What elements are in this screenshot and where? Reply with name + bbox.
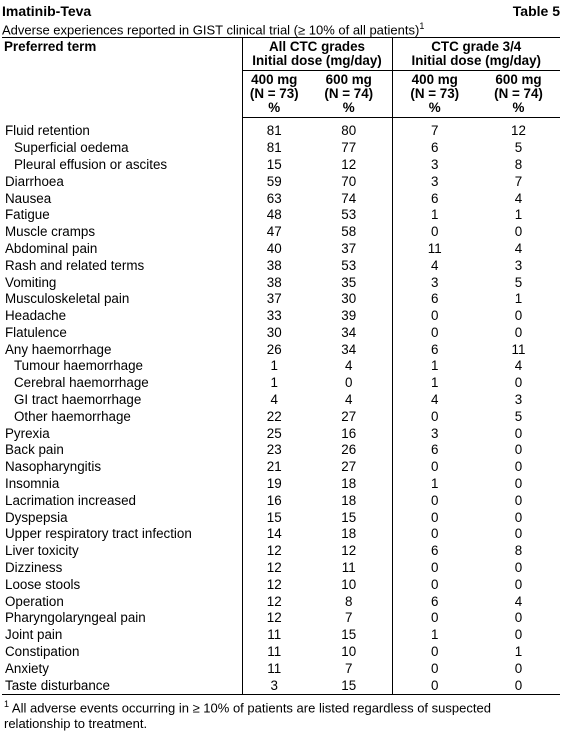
value-cell: 38 [242, 258, 306, 275]
table-row [2, 140, 560, 157]
col-n: (N = 74) [494, 86, 543, 102]
term-cell: Tumour haemorrhage [14, 358, 144, 374]
col-n: (N = 74) [324, 86, 374, 102]
value-cell: 22 [242, 409, 306, 426]
table-row [2, 510, 560, 527]
value-cell: 4 [392, 258, 477, 275]
value-cell: 7 [345, 660, 353, 676]
value-cell: 8 [514, 543, 523, 559]
footnote-text: All adverse events occurring in ≥ 10% of patients are listed regardless of suspected relationship to treatment. [4, 700, 491, 731]
value-cell: 18 [341, 492, 357, 508]
value-cell: 18 [341, 526, 357, 542]
value-cell: 26 [242, 342, 306, 359]
value-cell: 1 [242, 375, 306, 392]
value-cell: 3 [514, 257, 523, 273]
value-cell: 12 [242, 560, 306, 577]
value-cell: 0 [392, 610, 477, 627]
value-cell: 12 [242, 610, 306, 627]
value-cell: 0 [392, 560, 477, 577]
value-cell: 10 [341, 644, 357, 660]
value-cell: 0 [514, 459, 523, 475]
value-cell: 8 [345, 593, 353, 609]
value-cell: 0 [514, 224, 523, 240]
term-cell: Headache [5, 308, 67, 324]
value-cell: 5 [514, 140, 523, 156]
all-grades-subtitle: Initial dose (mg/day) [252, 53, 382, 69]
table-row [2, 241, 560, 258]
value-cell: 3 [392, 174, 477, 191]
term-cell: Upper respiratory tract infection [5, 526, 192, 542]
table-row [2, 358, 560, 375]
col-dose: 400 mg [251, 72, 298, 88]
value-cell: 11 [242, 627, 306, 644]
table-row [2, 577, 560, 594]
value-cell: 6 [392, 594, 477, 611]
value-cell: 3 [514, 392, 523, 408]
term-cell: Rash and related terms [5, 257, 145, 273]
value-cell: 5 [514, 274, 523, 290]
value-cell: 0 [514, 442, 523, 458]
value-cell: 8 [514, 156, 523, 172]
value-cell: 58 [341, 224, 357, 240]
value-cell: 34 [341, 324, 357, 340]
table-row [2, 191, 560, 208]
term-cell: Taste disturbance [2, 678, 242, 695]
table-row [2, 275, 560, 292]
value-cell: 15 [242, 510, 306, 527]
value-cell: 30 [242, 325, 306, 342]
table-row [2, 325, 560, 342]
value-cell: 6 [392, 140, 477, 157]
value-cell: 0 [514, 509, 523, 525]
value-cell: 27 [341, 459, 357, 475]
term-cell: Fluid retention [5, 123, 90, 139]
value-cell: 1 [242, 358, 306, 375]
value-cell: 11 [511, 341, 526, 357]
term-cell: Nausea [5, 190, 52, 206]
value-cell: 77 [341, 140, 357, 156]
value-cell: 23 [242, 442, 306, 459]
table-row [2, 476, 560, 493]
value-cell: 74 [341, 190, 357, 206]
value-cell: 0 [514, 375, 523, 391]
col-dose: 400 mg [411, 72, 458, 88]
value-cell: 35 [341, 274, 357, 290]
col-unit: % [428, 100, 441, 116]
value-cell: 4 [392, 392, 477, 409]
term-cell: Loose stools [5, 576, 81, 592]
term-cell: Nasopharyngitis [5, 459, 102, 475]
term-cell: Constipation [5, 644, 80, 660]
value-cell: 12 [242, 543, 306, 560]
term-cell: Abdominal pain [5, 240, 98, 256]
value-cell: 0 [477, 678, 560, 695]
value-cell: 0 [514, 425, 523, 441]
value-cell: 1 [392, 627, 477, 644]
col-header [392, 71, 477, 118]
table-row [2, 442, 560, 459]
value-cell: 11 [392, 241, 477, 258]
value-cell: 0 [345, 375, 353, 391]
table-row [2, 308, 560, 325]
table-row [2, 594, 560, 611]
value-cell: 0 [392, 493, 477, 510]
table-row [2, 342, 560, 359]
term-cell: Flatulence [5, 324, 67, 340]
value-cell: 0 [392, 644, 477, 661]
value-cell: 25 [242, 426, 306, 443]
title-row [2, 3, 560, 19]
value-cell: 3 [392, 426, 477, 443]
value-cell: 0 [392, 308, 477, 325]
value-cell: 48 [242, 207, 306, 224]
table-row [2, 207, 560, 224]
caption-text: Adverse experiences reported in GIST clinical trial (≥ 10% of all patients) [2, 22, 420, 38]
value-cell: 0 [514, 476, 523, 492]
term-cell: Operation [5, 593, 64, 609]
col-header [242, 71, 306, 118]
value-cell: 7 [392, 118, 477, 140]
value-cell: 12 [341, 543, 357, 559]
col-unit: % [512, 100, 525, 116]
value-cell: 6 [392, 442, 477, 459]
term-cell: Dyspepsia [5, 509, 68, 525]
grade34-header [392, 38, 560, 71]
adverse-events-table [2, 37, 560, 695]
footnote-mark: 1 [4, 699, 10, 710]
all-grades-title: All CTC grades [269, 39, 365, 55]
value-cell: 15 [242, 157, 306, 174]
value-cell: 0 [514, 610, 523, 626]
table-row [2, 661, 560, 678]
term-cell: Dizziness [5, 560, 63, 576]
col-unit: % [342, 100, 355, 116]
value-cell: 0 [514, 308, 523, 324]
value-cell: 63 [242, 191, 306, 208]
table-row [2, 627, 560, 644]
value-cell: 0 [514, 560, 523, 576]
value-cell: 38 [242, 275, 306, 292]
value-cell: 11 [341, 560, 356, 576]
value-cell: 0 [392, 409, 477, 426]
value-cell: 3 [392, 275, 477, 292]
value-cell: 53 [341, 257, 357, 273]
value-cell: 27 [341, 408, 357, 424]
value-cell: 6 [392, 543, 477, 560]
table-row [2, 644, 560, 661]
value-cell: 12 [511, 123, 526, 139]
table-row [2, 291, 560, 308]
preferred-term-header: Preferred term [2, 38, 242, 118]
table-row [2, 118, 560, 140]
table-row [2, 459, 560, 476]
value-cell: 1 [514, 291, 523, 307]
all-grades-header [242, 38, 392, 71]
term-cell: Pharyngolaryngeal pain [5, 610, 146, 626]
value-cell: 4 [514, 358, 523, 374]
value-cell: 30 [341, 291, 357, 307]
value-cell: 0 [392, 224, 477, 241]
value-cell: 1 [392, 207, 477, 224]
table-body [2, 118, 560, 695]
value-cell: 0 [392, 678, 477, 695]
table-label: Table 5 [512, 3, 560, 19]
value-cell: 0 [514, 526, 523, 542]
value-cell: 59 [242, 174, 306, 191]
col-unit: % [268, 100, 281, 116]
col-n: (N = 73) [249, 86, 299, 102]
term-cell: Insomnia [5, 476, 60, 492]
value-cell: 0 [392, 510, 477, 527]
term-cell: Liver toxicity [5, 543, 79, 559]
term-cell: Superficial oedema [14, 140, 129, 156]
value-cell: 12 [242, 577, 306, 594]
value-cell: 1 [514, 644, 523, 660]
value-cell: 0 [514, 627, 523, 643]
table-row [2, 560, 560, 577]
value-cell: 1 [514, 207, 523, 223]
value-cell: 4 [514, 190, 523, 206]
value-cell: 1 [392, 358, 477, 375]
term-cell: Pleural effusion or ascites [14, 156, 168, 172]
value-cell: 53 [341, 207, 357, 223]
table-row [2, 224, 560, 241]
value-cell: 47 [242, 224, 306, 241]
value-cell: 15 [341, 627, 357, 643]
term-cell: Cerebral haemorrhage [14, 375, 149, 391]
value-cell: 0 [392, 325, 477, 342]
term-cell: GI tract haemorrhage [14, 392, 142, 408]
value-cell: 40 [242, 241, 306, 258]
value-cell: 21 [242, 459, 306, 476]
value-cell: 33 [242, 308, 306, 325]
drug-name: Imatinib-Teva [2, 3, 92, 19]
value-cell: 0 [514, 660, 523, 676]
value-cell: 11 [242, 644, 306, 661]
value-cell: 11 [242, 661, 306, 678]
value-cell: 1 [392, 375, 477, 392]
value-cell: 15 [341, 509, 357, 525]
value-cell: 6 [392, 291, 477, 308]
term-cell: Lacrimation increased [5, 492, 136, 508]
value-cell: 39 [341, 308, 357, 324]
table-caption [2, 19, 560, 37]
table-row [2, 543, 560, 560]
value-cell: 80 [341, 123, 357, 139]
value-cell: 4 [242, 392, 306, 409]
value-cell: 16 [242, 493, 306, 510]
table-row [2, 375, 560, 392]
value-cell: 26 [341, 442, 357, 458]
value-cell: 0 [514, 492, 523, 508]
term-cell: Pyrexia [5, 425, 50, 441]
value-cell: 14 [242, 526, 306, 543]
col-dose: 600 mg [325, 72, 372, 88]
table-row [2, 526, 560, 543]
value-cell: 19 [242, 476, 306, 493]
table-row [2, 426, 560, 443]
table-row [2, 610, 560, 627]
value-cell: 18 [341, 476, 357, 492]
table-row [2, 157, 560, 174]
value-cell: 5 [514, 408, 523, 424]
value-cell: 0 [392, 577, 477, 594]
table-row [2, 678, 560, 695]
grade34-title: CTC grade 3/4 [431, 39, 522, 55]
col-header [306, 71, 392, 118]
table-row [2, 392, 560, 409]
table-row [2, 409, 560, 426]
value-cell: 34 [341, 341, 357, 357]
value-cell: 4 [345, 358, 353, 374]
term-cell: Fatigue [5, 207, 50, 223]
term-cell: Other haemorrhage [14, 408, 131, 424]
col-n: (N = 73) [410, 86, 460, 102]
term-cell: Any haemorrhage [5, 341, 112, 357]
value-cell: 16 [341, 425, 357, 441]
value-cell: 81 [242, 118, 306, 140]
value-cell: 37 [341, 240, 357, 256]
value-cell: 0 [392, 661, 477, 678]
table-row [2, 174, 560, 191]
value-cell: 0 [392, 526, 477, 543]
term-cell: Muscle cramps [5, 224, 96, 240]
value-cell: 10 [341, 576, 357, 592]
term-cell: Diarrhoea [5, 173, 64, 189]
value-cell: 0 [514, 324, 523, 340]
value-cell: 37 [242, 291, 306, 308]
term-cell: Joint pain [5, 627, 63, 643]
value-cell: 1 [392, 476, 477, 493]
grade34-subtitle: Initial dose (mg/day) [411, 53, 541, 69]
term-cell: Back pain [5, 442, 64, 458]
value-cell: 15 [306, 678, 392, 695]
value-cell: 7 [345, 610, 353, 626]
table-row [2, 493, 560, 510]
term-cell: Vomiting [5, 274, 57, 290]
value-cell: 3 [392, 157, 477, 174]
col-dose: 600 mg [495, 72, 542, 88]
value-cell: 7 [514, 173, 523, 189]
table-row [2, 258, 560, 275]
footnote [2, 697, 560, 730]
caption-footnote-ref: 1 [419, 21, 425, 31]
value-cell: 6 [392, 191, 477, 208]
value-cell: 70 [341, 173, 357, 189]
value-cell: 0 [514, 576, 523, 592]
col-header [477, 71, 560, 118]
value-cell: 4 [514, 240, 523, 256]
value-cell: 0 [392, 459, 477, 476]
value-cell: 81 [242, 140, 306, 157]
term-cell: Musculoskeletal pain [5, 291, 130, 307]
value-cell: 6 [392, 342, 477, 359]
value-cell: 4 [514, 593, 523, 609]
term-cell: Anxiety [5, 660, 49, 676]
value-cell: 12 [242, 594, 306, 611]
value-cell: 4 [345, 392, 353, 408]
value-cell: 3 [242, 678, 306, 695]
value-cell: 12 [341, 156, 357, 172]
